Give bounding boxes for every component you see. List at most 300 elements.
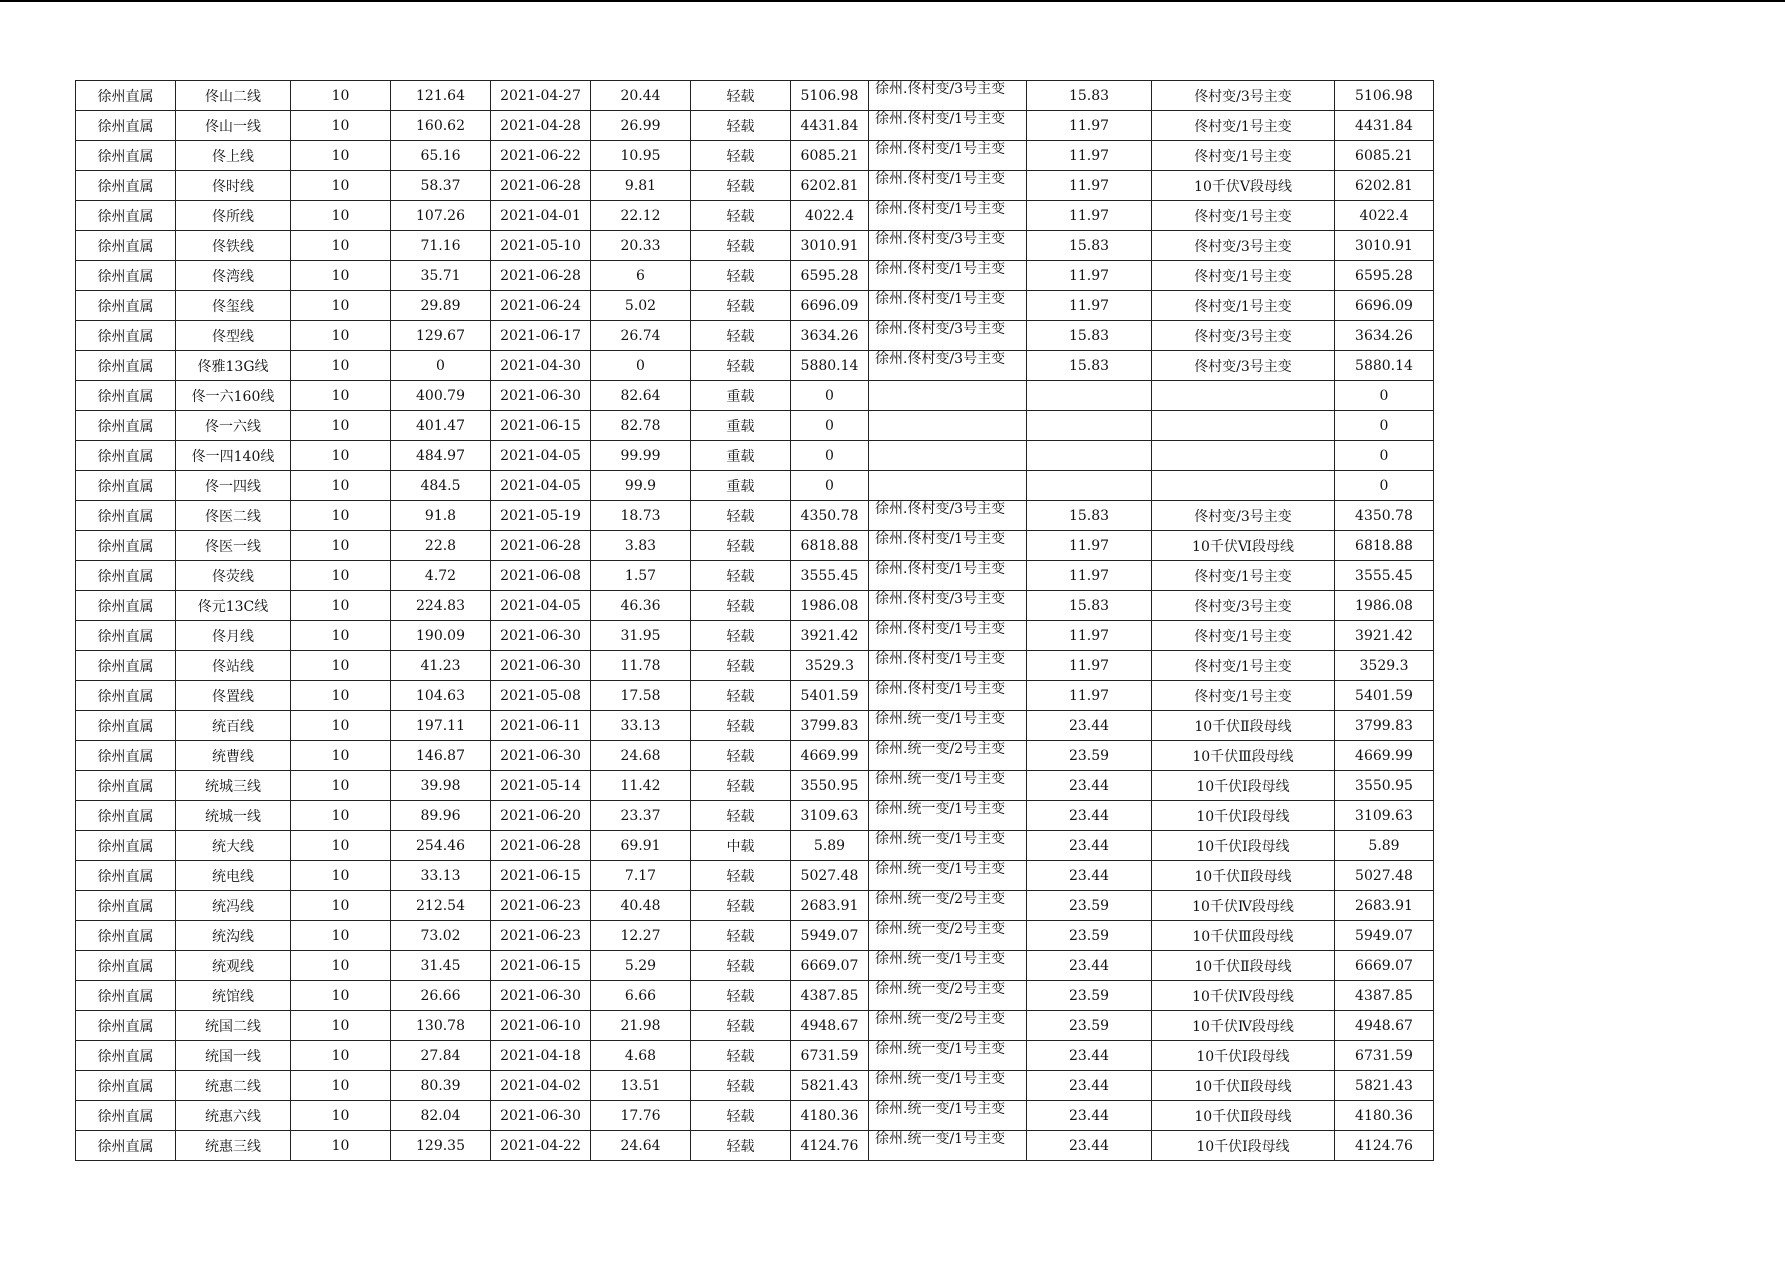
available-capacity-cell: 4124.76	[1335, 1131, 1434, 1161]
bus-cell: 佟村变/3号主变	[1152, 501, 1335, 531]
transformer-label: 徐州.佟村变/3号主变	[875, 231, 1006, 247]
transformer-cell	[869, 111, 1027, 141]
load-value-cell: 35.71	[391, 261, 491, 291]
line-name-cell: 佟一六线	[176, 411, 291, 441]
table-row	[76, 171, 1434, 201]
org-cell: 徐州直属	[76, 621, 176, 651]
bus-cell: 佟村变/1号主变	[1152, 201, 1335, 231]
transformer-label: 徐州.统一变/1号主变	[875, 1131, 1006, 1147]
load-status-cell: 轻载	[691, 981, 791, 1011]
line-name-cell: 佟元13C线	[176, 591, 291, 621]
load-rate-cell: 11.78	[591, 651, 691, 681]
margin-cell: 0	[791, 411, 869, 441]
transformer-label: 徐州.统一变/1号主变	[875, 1101, 1006, 1117]
bus-cell: 佟村变/1号主变	[1152, 681, 1335, 711]
load-value-cell: 224.83	[391, 591, 491, 621]
org-cell: 徐州直属	[76, 591, 176, 621]
transformer-cell	[869, 501, 1027, 531]
date-cell: 2021-05-14	[491, 771, 591, 801]
margin-cell: 5.89	[791, 831, 869, 861]
voltage-cell: 10	[291, 231, 391, 261]
load-rate-cell: 10.95	[591, 141, 691, 171]
org-cell: 徐州直属	[76, 801, 176, 831]
date-cell: 2021-06-11	[491, 711, 591, 741]
margin-cell: 4387.85	[791, 981, 869, 1011]
load-value-cell: 33.13	[391, 861, 491, 891]
bus-cell: 10千伏Ⅳ段母线	[1152, 981, 1335, 1011]
org-cell: 徐州直属	[76, 171, 176, 201]
date-cell: 2021-06-08	[491, 561, 591, 591]
voltage-cell: 10	[291, 441, 391, 471]
available-capacity-cell: 3555.45	[1335, 561, 1434, 591]
voltage-cell: 10	[291, 981, 391, 1011]
transformer-rate-cell: 11.97	[1027, 531, 1152, 561]
voltage-cell: 10	[291, 1101, 391, 1131]
transformer-label: 徐州.统一变/1号主变	[875, 711, 1006, 727]
transformer-cell	[869, 351, 1027, 381]
transformer-rate-cell: 23.59	[1027, 741, 1152, 771]
margin-cell: 2683.91	[791, 891, 869, 921]
line-name-cell: 佟铁线	[176, 231, 291, 261]
load-rate-cell: 9.81	[591, 171, 691, 201]
date-cell: 2021-05-08	[491, 681, 591, 711]
load-value-cell: 146.87	[391, 741, 491, 771]
bus-cell	[1152, 381, 1335, 411]
voltage-cell: 10	[291, 891, 391, 921]
load-value-cell: 197.11	[391, 711, 491, 741]
load-status-cell: 轻载	[691, 111, 791, 141]
load-status-cell: 轻载	[691, 141, 791, 171]
date-cell: 2021-04-28	[491, 111, 591, 141]
table-row	[76, 201, 1434, 231]
available-capacity-cell: 1986.08	[1335, 591, 1434, 621]
transformer-cell	[869, 711, 1027, 741]
load-status-cell: 重载	[691, 471, 791, 501]
voltage-cell: 10	[291, 1011, 391, 1041]
load-status-cell: 轻载	[691, 951, 791, 981]
transformer-cell	[869, 1041, 1027, 1071]
line-name-cell: 佟一六160线	[176, 381, 291, 411]
voltage-cell: 10	[291, 411, 391, 441]
org-cell: 徐州直属	[76, 1131, 176, 1161]
load-rate-cell: 82.64	[591, 381, 691, 411]
voltage-cell: 10	[291, 291, 391, 321]
table-row	[76, 141, 1434, 171]
load-value-cell: 82.04	[391, 1101, 491, 1131]
transformer-cell	[869, 321, 1027, 351]
available-capacity-cell: 4387.85	[1335, 981, 1434, 1011]
margin-cell: 3109.63	[791, 801, 869, 831]
transformer-rate-cell: 11.97	[1027, 201, 1152, 231]
transformer-cell	[869, 231, 1027, 261]
margin-cell: 0	[791, 471, 869, 501]
margin-cell: 5821.43	[791, 1071, 869, 1101]
voltage-cell: 10	[291, 531, 391, 561]
load-rate-cell: 7.17	[591, 861, 691, 891]
line-name-cell: 佟医二线	[176, 501, 291, 531]
load-rate-cell: 13.51	[591, 1071, 691, 1101]
transformer-label: 徐州.统一变/2号主变	[875, 981, 1006, 997]
transformer-cell	[869, 1101, 1027, 1131]
transformer-rate-cell: 23.44	[1027, 1101, 1152, 1131]
org-cell: 徐州直属	[76, 1041, 176, 1071]
load-status-cell: 轻载	[691, 351, 791, 381]
transformer-label	[875, 471, 1024, 500]
bus-cell: 10千伏Ⅰ段母线	[1152, 831, 1335, 861]
load-rate-cell: 6	[591, 261, 691, 291]
transformer-cell	[869, 831, 1027, 861]
load-status-cell: 轻载	[691, 261, 791, 291]
load-rate-cell: 40.48	[591, 891, 691, 921]
margin-cell: 6696.09	[791, 291, 869, 321]
available-capacity-cell: 2683.91	[1335, 891, 1434, 921]
margin-cell: 3634.26	[791, 321, 869, 351]
load-status-cell: 轻载	[691, 531, 791, 561]
line-name-cell: 统曹线	[176, 741, 291, 771]
load-rate-cell: 6.66	[591, 981, 691, 1011]
load-status-cell: 重载	[691, 411, 791, 441]
transformer-cell	[869, 1011, 1027, 1041]
transformer-cell	[869, 381, 1027, 411]
load-rate-cell: 26.99	[591, 111, 691, 141]
load-value-cell: 484.5	[391, 471, 491, 501]
available-capacity-cell: 6818.88	[1335, 531, 1434, 561]
load-status-cell: 轻载	[691, 81, 791, 111]
transformer-rate-cell: 11.97	[1027, 261, 1152, 291]
voltage-cell: 10	[291, 621, 391, 651]
table-row	[76, 891, 1434, 921]
load-status-cell: 轻载	[691, 801, 791, 831]
data-table	[75, 80, 1434, 1161]
transformer-rate-cell	[1027, 441, 1152, 471]
load-value-cell: 89.96	[391, 801, 491, 831]
available-capacity-cell: 4948.67	[1335, 1011, 1434, 1041]
load-value-cell: 212.54	[391, 891, 491, 921]
load-status-cell: 轻载	[691, 1101, 791, 1131]
org-cell: 徐州直属	[76, 831, 176, 861]
bus-cell: 佟村变/1号主变	[1152, 111, 1335, 141]
table-row	[76, 411, 1434, 441]
load-value-cell: 65.16	[391, 141, 491, 171]
table-row	[76, 711, 1434, 741]
load-value-cell: 129.67	[391, 321, 491, 351]
load-value-cell: 484.97	[391, 441, 491, 471]
load-value-cell: 58.37	[391, 171, 491, 201]
transformer-rate-cell: 23.44	[1027, 861, 1152, 891]
bus-cell: 佟村变/3号主变	[1152, 321, 1335, 351]
transformer-label: 徐州.佟村变/3号主变	[875, 591, 1006, 607]
voltage-cell: 10	[291, 861, 391, 891]
load-status-cell: 重载	[691, 381, 791, 411]
date-cell: 2021-06-30	[491, 1101, 591, 1131]
transformer-label: 徐州.佟村变/3号主变	[875, 321, 1006, 337]
load-status-cell: 轻载	[691, 1041, 791, 1071]
transformer-label: 徐州.佟村变/1号主变	[875, 291, 1006, 307]
date-cell: 2021-04-18	[491, 1041, 591, 1071]
date-cell: 2021-06-28	[491, 261, 591, 291]
bus-cell: 10千伏Ⅱ段母线	[1152, 1071, 1335, 1101]
line-name-cell: 统城三线	[176, 771, 291, 801]
line-name-cell: 统观线	[176, 951, 291, 981]
bus-cell	[1152, 411, 1335, 441]
transformer-cell	[869, 201, 1027, 231]
org-cell: 徐州直属	[76, 1071, 176, 1101]
available-capacity-cell: 6595.28	[1335, 261, 1434, 291]
margin-cell: 5106.98	[791, 81, 869, 111]
table-row	[76, 651, 1434, 681]
available-capacity-cell: 3634.26	[1335, 321, 1434, 351]
transformer-rate-cell: 23.59	[1027, 1011, 1152, 1041]
margin-cell: 4180.36	[791, 1101, 869, 1131]
transformer-rate-cell: 15.83	[1027, 321, 1152, 351]
load-rate-cell: 21.98	[591, 1011, 691, 1041]
available-capacity-cell: 3109.63	[1335, 801, 1434, 831]
available-capacity-cell: 3799.83	[1335, 711, 1434, 741]
load-rate-cell: 4.68	[591, 1041, 691, 1071]
voltage-cell: 10	[291, 831, 391, 861]
org-cell: 徐州直属	[76, 891, 176, 921]
date-cell: 2021-06-23	[491, 921, 591, 951]
available-capacity-cell: 0	[1335, 411, 1434, 441]
available-capacity-cell: 4022.4	[1335, 201, 1434, 231]
transformer-rate-cell: 23.59	[1027, 891, 1152, 921]
transformer-cell	[869, 981, 1027, 1011]
bus-cell	[1152, 471, 1335, 501]
load-rate-cell: 5.29	[591, 951, 691, 981]
load-rate-cell: 33.13	[591, 711, 691, 741]
date-cell: 2021-06-28	[491, 531, 591, 561]
margin-cell: 6818.88	[791, 531, 869, 561]
voltage-cell: 10	[291, 1041, 391, 1071]
transformer-cell	[869, 651, 1027, 681]
org-cell: 徐州直属	[76, 531, 176, 561]
date-cell: 2021-05-10	[491, 231, 591, 261]
table-row	[76, 861, 1434, 891]
org-cell: 徐州直属	[76, 1011, 176, 1041]
transformer-cell	[869, 471, 1027, 501]
margin-cell: 4431.84	[791, 111, 869, 141]
voltage-cell: 10	[291, 801, 391, 831]
load-rate-cell: 23.37	[591, 801, 691, 831]
table-row	[76, 1101, 1434, 1131]
available-capacity-cell: 5106.98	[1335, 81, 1434, 111]
available-capacity-cell: 5401.59	[1335, 681, 1434, 711]
transformer-cell	[869, 561, 1027, 591]
load-status-cell: 轻载	[691, 321, 791, 351]
margin-cell: 5027.48	[791, 861, 869, 891]
load-status-cell: 轻载	[691, 891, 791, 921]
table-row	[76, 231, 1434, 261]
org-cell: 徐州直属	[76, 321, 176, 351]
date-cell: 2021-06-28	[491, 831, 591, 861]
transformer-rate-cell: 15.83	[1027, 231, 1152, 261]
margin-cell: 4022.4	[791, 201, 869, 231]
bus-cell: 10千伏Ⅱ段母线	[1152, 1101, 1335, 1131]
transformer-label: 徐州.统一变/1号主变	[875, 861, 1006, 877]
load-status-cell: 重载	[691, 441, 791, 471]
load-status-cell: 轻载	[691, 621, 791, 651]
transformer-rate-cell: 15.83	[1027, 351, 1152, 381]
line-name-cell: 佟置线	[176, 681, 291, 711]
load-value-cell: 401.47	[391, 411, 491, 441]
date-cell: 2021-06-10	[491, 1011, 591, 1041]
transformer-label: 徐州.佟村变/3号主变	[875, 501, 1006, 517]
load-rate-cell: 3.83	[591, 531, 691, 561]
available-capacity-cell: 6202.81	[1335, 171, 1434, 201]
voltage-cell: 10	[291, 171, 391, 201]
bus-cell: 佟村变/3号主变	[1152, 591, 1335, 621]
line-name-cell: 统惠六线	[176, 1101, 291, 1131]
load-rate-cell: 11.42	[591, 771, 691, 801]
available-capacity-cell: 3010.91	[1335, 231, 1434, 261]
table-row	[76, 741, 1434, 771]
transformer-cell	[869, 681, 1027, 711]
margin-cell: 4124.76	[791, 1131, 869, 1161]
transformer-rate-cell: 23.59	[1027, 921, 1152, 951]
voltage-cell: 10	[291, 141, 391, 171]
org-cell: 徐州直属	[76, 471, 176, 501]
load-rate-cell: 12.27	[591, 921, 691, 951]
line-name-cell: 统馆线	[176, 981, 291, 1011]
available-capacity-cell: 6731.59	[1335, 1041, 1434, 1071]
margin-cell: 3550.95	[791, 771, 869, 801]
available-capacity-cell: 4431.84	[1335, 111, 1434, 141]
load-status-cell: 轻载	[691, 921, 791, 951]
transformer-label: 徐州.统一变/2号主变	[875, 741, 1006, 757]
voltage-cell: 10	[291, 651, 391, 681]
table-row	[76, 591, 1434, 621]
transformer-label: 徐州.统一变/1号主变	[875, 1071, 1006, 1087]
load-rate-cell: 99.99	[591, 441, 691, 471]
load-status-cell: 轻载	[691, 591, 791, 621]
load-status-cell: 轻载	[691, 651, 791, 681]
org-cell: 徐州直属	[76, 861, 176, 891]
available-capacity-cell: 0	[1335, 441, 1434, 471]
transformer-label: 徐州.佟村变/3号主变	[875, 351, 1006, 367]
transformer-rate-cell: 23.44	[1027, 771, 1152, 801]
transformer-label	[875, 411, 1024, 440]
date-cell: 2021-06-24	[491, 291, 591, 321]
org-cell: 徐州直属	[76, 291, 176, 321]
org-cell: 徐州直属	[76, 411, 176, 441]
line-name-cell: 统大线	[176, 831, 291, 861]
load-rate-cell: 0	[591, 351, 691, 381]
org-cell: 徐州直属	[76, 441, 176, 471]
transformer-label: 徐州.佟村变/1号主变	[875, 171, 1006, 187]
line-name-cell: 佟湾线	[176, 261, 291, 291]
table-row	[76, 1041, 1434, 1071]
org-cell: 徐州直属	[76, 921, 176, 951]
table-body	[76, 81, 1434, 1161]
transformer-cell	[869, 81, 1027, 111]
table-row	[76, 501, 1434, 531]
load-value-cell: 129.35	[391, 1131, 491, 1161]
line-name-cell: 佟月线	[176, 621, 291, 651]
margin-cell: 4669.99	[791, 741, 869, 771]
table-row	[76, 441, 1434, 471]
bus-cell: 佟村变/1号主变	[1152, 291, 1335, 321]
available-capacity-cell: 6696.09	[1335, 291, 1434, 321]
load-status-cell: 轻载	[691, 741, 791, 771]
transformer-rate-cell: 11.97	[1027, 111, 1152, 141]
load-value-cell: 22.8	[391, 531, 491, 561]
table-row	[76, 321, 1434, 351]
transformer-cell	[869, 951, 1027, 981]
date-cell: 2021-06-17	[491, 321, 591, 351]
load-value-cell: 4.72	[391, 561, 491, 591]
load-status-cell: 轻载	[691, 771, 791, 801]
table-row	[76, 471, 1434, 501]
org-cell: 徐州直属	[76, 981, 176, 1011]
line-name-cell: 统惠二线	[176, 1071, 291, 1101]
load-value-cell: 400.79	[391, 381, 491, 411]
table-row	[76, 261, 1434, 291]
load-value-cell: 39.98	[391, 771, 491, 801]
bus-cell: 10千伏Ⅴ段母线	[1152, 171, 1335, 201]
load-value-cell: 254.46	[391, 831, 491, 861]
load-rate-cell: 82.78	[591, 411, 691, 441]
transformer-cell	[869, 261, 1027, 291]
margin-cell: 4948.67	[791, 1011, 869, 1041]
margin-cell: 6669.07	[791, 951, 869, 981]
margin-cell: 4350.78	[791, 501, 869, 531]
transformer-rate-cell: 23.44	[1027, 1071, 1152, 1101]
transformer-cell	[869, 531, 1027, 561]
transformer-cell	[869, 441, 1027, 471]
transformer-label	[875, 441, 1024, 470]
voltage-cell: 10	[291, 771, 391, 801]
table-row	[76, 951, 1434, 981]
transformer-rate-cell: 11.97	[1027, 561, 1152, 591]
load-status-cell: 轻载	[691, 561, 791, 591]
voltage-cell: 10	[291, 471, 391, 501]
transformer-rate-cell: 15.83	[1027, 591, 1152, 621]
load-status-cell: 轻载	[691, 231, 791, 261]
transformer-cell	[869, 1071, 1027, 1101]
transformer-label: 徐州.统一变/2号主变	[875, 1011, 1006, 1027]
margin-cell: 3799.83	[791, 711, 869, 741]
available-capacity-cell: 3550.95	[1335, 771, 1434, 801]
margin-cell: 3921.42	[791, 621, 869, 651]
line-name-cell: 佟一四140线	[176, 441, 291, 471]
margin-cell: 0	[791, 381, 869, 411]
bus-cell: 10千伏Ⅱ段母线	[1152, 711, 1335, 741]
voltage-cell: 10	[291, 1131, 391, 1161]
date-cell: 2021-06-22	[491, 141, 591, 171]
line-name-cell: 佟型线	[176, 321, 291, 351]
org-cell: 徐州直属	[76, 561, 176, 591]
transformer-rate-cell: 23.44	[1027, 1041, 1152, 1071]
load-status-cell: 轻载	[691, 291, 791, 321]
voltage-cell: 10	[291, 321, 391, 351]
transformer-cell	[869, 411, 1027, 441]
org-cell: 徐州直属	[76, 951, 176, 981]
line-name-cell: 佟站线	[176, 651, 291, 681]
table-row	[76, 831, 1434, 861]
date-cell: 2021-06-23	[491, 891, 591, 921]
transformer-label: 徐州.统一变/1号主变	[875, 801, 1006, 817]
voltage-cell: 10	[291, 111, 391, 141]
date-cell: 2021-06-20	[491, 801, 591, 831]
table-row	[76, 801, 1434, 831]
load-rate-cell: 22.12	[591, 201, 691, 231]
load-status-cell: 轻载	[691, 501, 791, 531]
line-name-cell: 统电线	[176, 861, 291, 891]
line-name-cell: 统惠三线	[176, 1131, 291, 1161]
transformer-label: 徐州.佟村变/1号主变	[875, 201, 1006, 217]
load-status-cell: 中载	[691, 831, 791, 861]
load-value-cell: 160.62	[391, 111, 491, 141]
